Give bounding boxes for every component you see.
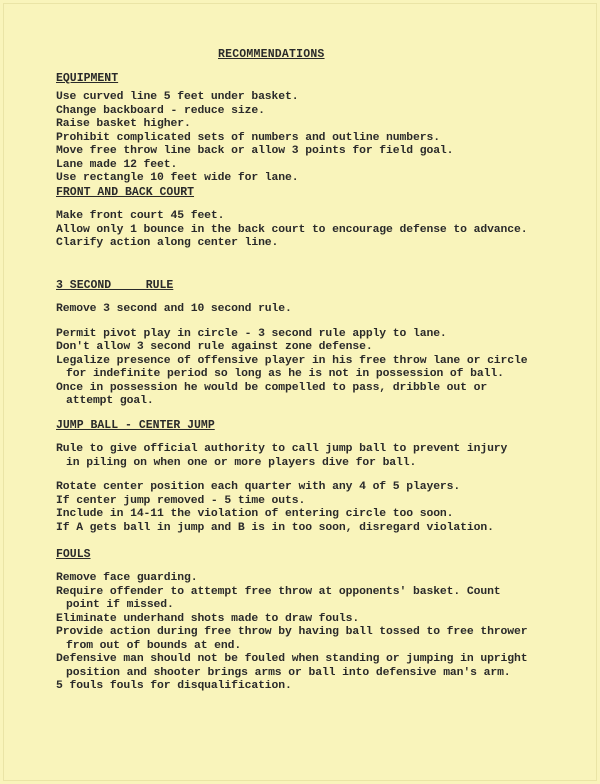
text-line: for indefinite period so long as he is not in possession of ball. (66, 368, 504, 380)
text-line: Require offender to attempt free throw at opponents' basket. Count (56, 585, 501, 598)
text-line: Remove 3 second and 10 second rule. (56, 303, 292, 315)
text-line: Move free throw line back or allow 3 points for field goal. (56, 145, 454, 157)
text-line: If center jump removed - 5 time outs. (56, 494, 306, 507)
text-line: from out of bounds at end. (66, 639, 242, 652)
text-line: Clarify action along center line. (56, 237, 279, 249)
text-line: Prohibit complicated sets of numbers and outline numbers. (56, 131, 440, 144)
section-jump-ball (56, 419, 556, 535)
text-line: Use rectangle 10 feet wide for lane. (56, 172, 299, 184)
section-equipment (56, 72, 556, 186)
text-line: Rule to give official authority to call jump ball to prevent injury (56, 443, 508, 455)
text-line: Lane made 12 feet. (56, 158, 178, 171)
text-line: Include in 14-11 the violation of entering circle too soon. (56, 508, 454, 520)
text-line: Rotate center position each quarter with any 4 of 5 players. (56, 481, 461, 493)
section-heading: EQUIPMENT (56, 72, 119, 85)
text-line: Once in possession he would be compelled to pass, dribble out or (56, 381, 488, 394)
section-fouls (56, 548, 556, 694)
text-line: Make front court 45 feet. (56, 210, 225, 222)
text-line: Eliminate underhand shots made to draw fouls. (56, 612, 360, 625)
text-line: Provide action during free throw by having ball tossed to free thrower (56, 626, 528, 638)
text-line: position and shooter brings arms or ball into defensive man's arm. (66, 666, 511, 679)
text-line: If A gets ball in jump and B is in too soon, disregard violation. (56, 521, 494, 534)
text-line: point if missed. (66, 599, 174, 611)
section-heading: FOULS (56, 548, 91, 561)
text-line: Remove face guarding. (56, 572, 198, 584)
text-line: Defensive man should not be fouled when standing or jumping in upright (56, 653, 528, 665)
section-heading: JUMP BALL - CENTER JUMP (56, 419, 215, 432)
text-line: Use curved line 5 feet under basket. (56, 91, 299, 103)
section-three-second-rule (56, 279, 556, 409)
text-line: attempt goal. (66, 395, 154, 407)
section-heading: FRONT AND BACK COURT (56, 186, 195, 199)
text-line: 5 fouls fouls for disqualification. (56, 680, 292, 692)
text-line: Allow only 1 bounce in the back court to encourage defense to advance. (56, 223, 528, 236)
text-line: Legalize presence of offensive player in his free throw lane or circle (56, 354, 528, 367)
text-line: Permit pivot play in circle - 3 second rule apply to lane. (56, 327, 447, 340)
text-line: Raise basket higher. (56, 118, 191, 130)
text-line: Don't allow 3 second rule against zone defense. (56, 341, 373, 353)
page-title: RECOMMENDATIONS (218, 48, 325, 61)
text-line: Change backboard - reduce size. (56, 104, 265, 117)
section-front-back-court (56, 186, 556, 251)
section-heading: 3 SECOND RULE (56, 279, 174, 292)
text-line: in piling on when one or more players dive for ball. (66, 456, 417, 469)
